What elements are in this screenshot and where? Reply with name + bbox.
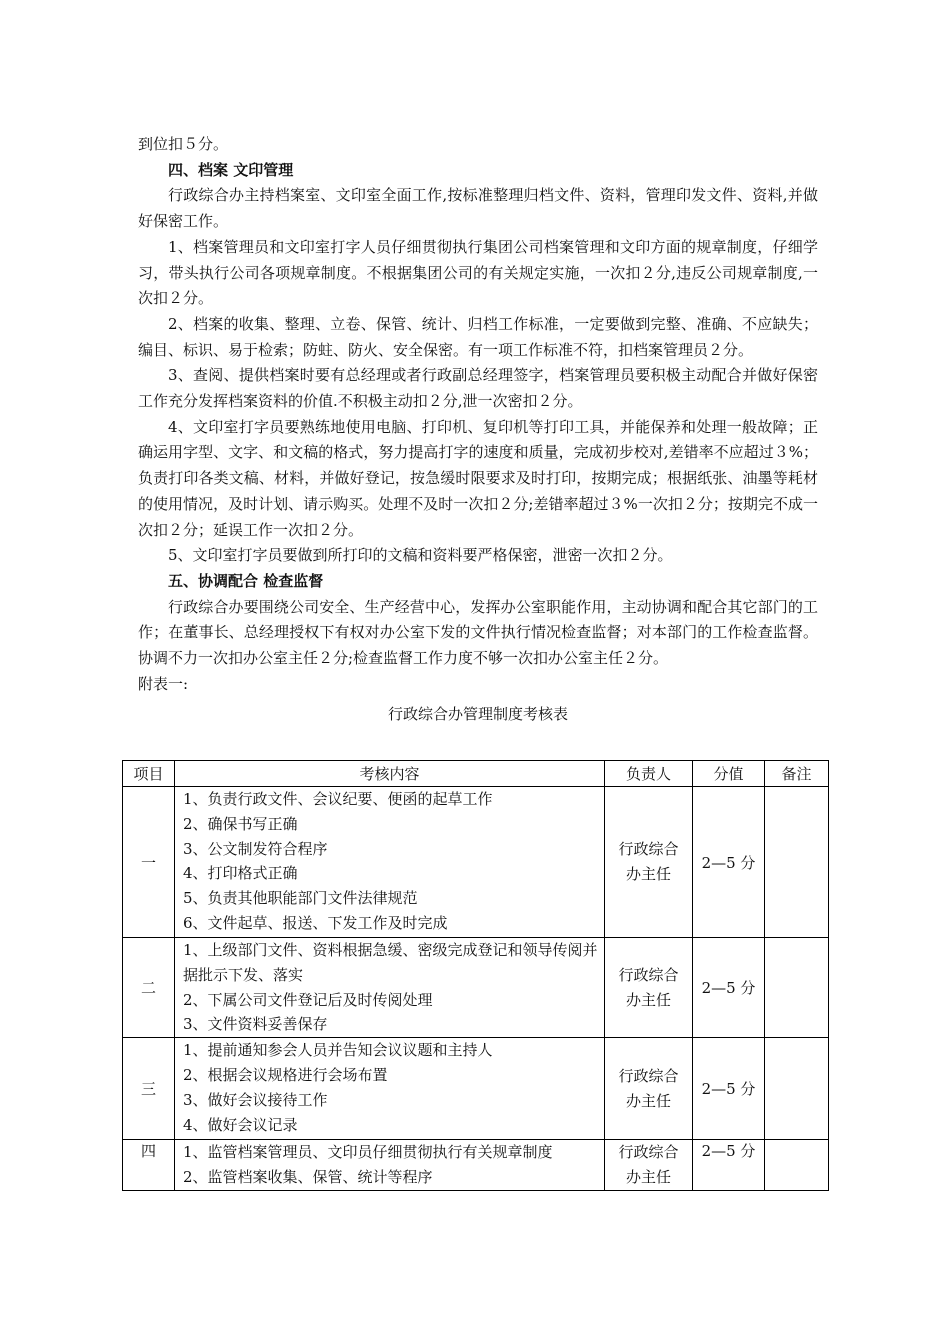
section-heading-coordination: 五、协调配合 检查监督 bbox=[168, 571, 324, 590]
content-line: 3、公文制发符合程序 bbox=[183, 839, 328, 858]
content-line: 6、文件起草、报送、下发工作及时完成 bbox=[183, 913, 448, 932]
table-caption: 行政综合办管理制度考核表 bbox=[387, 705, 568, 724]
appendix-label: 附表一: bbox=[138, 674, 189, 693]
paragraph: 行政综合办要围绕公司安全、生产经营中心，发挥办公室职能作用，主动协调和配合其它部门的工作；在董事长、总经理授权下有权对办公室下发的文件执行情况检查监督；对本部门的工作检查监督。协调不力一次扣办公室主任２分;检查监督工作力度不够一次扣办公室主任２分。 bbox=[138, 597, 818, 668]
note-cell bbox=[765, 938, 829, 1038]
content-line: 1、负责行政文件、会议纪要、便函的起草工作 bbox=[183, 790, 493, 808]
paragraph: 3、查阅、提供档案时要有总经理或者行政副总经理签字，档案管理员要积极主动配合并做好保密工作充分发挥档案资料的价值.不积极主动扣２分,泄一次密扣２分。 bbox=[138, 366, 818, 411]
owner-line: 行政综合 bbox=[618, 1066, 679, 1085]
content-line: 2、确保书写正确 bbox=[183, 814, 298, 833]
content-line: 2、下属公司文件登记后及时传阅处理 bbox=[183, 990, 433, 1009]
table-row bbox=[123, 1140, 829, 1191]
paragraph: 行政综合办主持档案室、文印室全面工作,按标准整理归档文件、资料，管理印发文件、资料,并做好保密工作。 bbox=[138, 186, 818, 231]
table-row bbox=[123, 787, 829, 938]
paragraph: 1、档案管理员和文印室打字人员仔细贯彻执行集团公司档案管理和文印方面的规章制度，仔细学习，带头执行公司各项规章制度。不根据集团公司的有关规定实施，一次扣２分,违反公司规章制度,一次扣２分。 bbox=[138, 237, 818, 308]
document-body bbox=[138, 132, 818, 725]
owner-cell bbox=[605, 938, 693, 1038]
table-header-row bbox=[123, 761, 829, 787]
owner-line: 行政综合 bbox=[618, 840, 679, 858]
owner-line: 办主任 bbox=[625, 1091, 671, 1110]
note-cell bbox=[765, 1140, 829, 1191]
owner-cell bbox=[605, 787, 693, 938]
header-item: 项目 bbox=[123, 761, 175, 787]
owner-line: 行政综合 bbox=[618, 965, 679, 984]
note-cell bbox=[765, 1038, 829, 1140]
owner-line: 办主任 bbox=[625, 1168, 671, 1187]
item-cell: 三 bbox=[123, 1038, 175, 1140]
table-row bbox=[123, 938, 829, 1038]
content-line: 5、负责其他职能部门文件法律规范 bbox=[183, 889, 418, 908]
score-cell: 2—5 分 bbox=[693, 1038, 765, 1140]
owner-cell bbox=[605, 1038, 693, 1140]
owner-line: 行政综合 bbox=[618, 1143, 679, 1162]
note-cell bbox=[765, 787, 829, 938]
score-cell: 2—5 分 bbox=[693, 1140, 765, 1191]
paragraph: 2、档案的收集、整理、立卷、保管、统计、归档工作标准，一定要做到完整、准确、不应缺失；编目、标识、易于检索；防蛀、防火、安全保密。有一项工作标准不符，扣档案管理员２分。 bbox=[138, 314, 818, 359]
content-line: 3、文件资料妥善保存 bbox=[183, 1015, 328, 1034]
content-cell bbox=[175, 787, 605, 938]
item-cell: 一 bbox=[123, 787, 175, 938]
content-line: 1、监管档案管理员、文印员仔细贯彻执行有关规章制度 bbox=[183, 1143, 553, 1162]
section-heading-archives: 四、档案 文印管理 bbox=[168, 160, 294, 179]
owner-cell bbox=[605, 1140, 693, 1191]
table-row bbox=[123, 1038, 829, 1140]
item-cell: 四 bbox=[123, 1140, 175, 1191]
paragraph: 到位扣５分。 bbox=[138, 135, 229, 153]
header-score: 分值 bbox=[693, 761, 765, 787]
item-cell: 二 bbox=[123, 938, 175, 1038]
header-note: 备注 bbox=[765, 761, 829, 787]
header-content: 考核内容 bbox=[175, 761, 605, 787]
score-cell: 2—5 分 bbox=[693, 938, 765, 1038]
content-line: 2、根据会议规格进行会场布置 bbox=[183, 1065, 388, 1084]
content-cell bbox=[175, 938, 605, 1038]
assessment-table bbox=[122, 760, 829, 1191]
score-cell: 2—5 分 bbox=[693, 787, 765, 938]
content-line: 4、做好会议记录 bbox=[183, 1115, 298, 1134]
content-line: 2、监管档案收集、保管、统计等程序 bbox=[183, 1167, 433, 1186]
paragraph: 4、文印室打字员要熟练地使用电脑、打印机、复印机等打印工具，并能保养和处理一般故障；正确运用字型、文字、和文稿的格式，努力提高打字的速度和质量，完成初步校对,差错率不应超过３%；负责打印各类文稿、材料，并做好登记，按急缓时限要求及时打印，按期完成；根据纸张、油墨等耗材的使用情况，及时计划、请示购买。处理不及时一次扣２分;差错率超过３%一次扣２分；按期完不成一次扣２分；延误工作一次扣２分。 bbox=[138, 417, 818, 539]
owner-line: 办主任 bbox=[625, 990, 671, 1009]
content-line: 3、做好会议接待工作 bbox=[183, 1090, 328, 1109]
header-owner: 负责人 bbox=[605, 761, 693, 787]
paragraph: 5、文印室打字员要做到所打印的文稿和资料要严格保密，泄密一次扣２分。 bbox=[168, 546, 673, 565]
owner-line: 办主任 bbox=[625, 865, 671, 883]
content-cell bbox=[175, 1140, 605, 1191]
content-cell bbox=[175, 1038, 605, 1140]
content-line: 1、上级部门文件、资料根据急缓、密级完成登记和领导传阅并据批示下发、落实 bbox=[183, 941, 598, 984]
content-line: 1、提前通知参会人员并告知会议议题和主持人 bbox=[183, 1041, 493, 1060]
content-line: 4、打印格式正确 bbox=[183, 864, 298, 883]
